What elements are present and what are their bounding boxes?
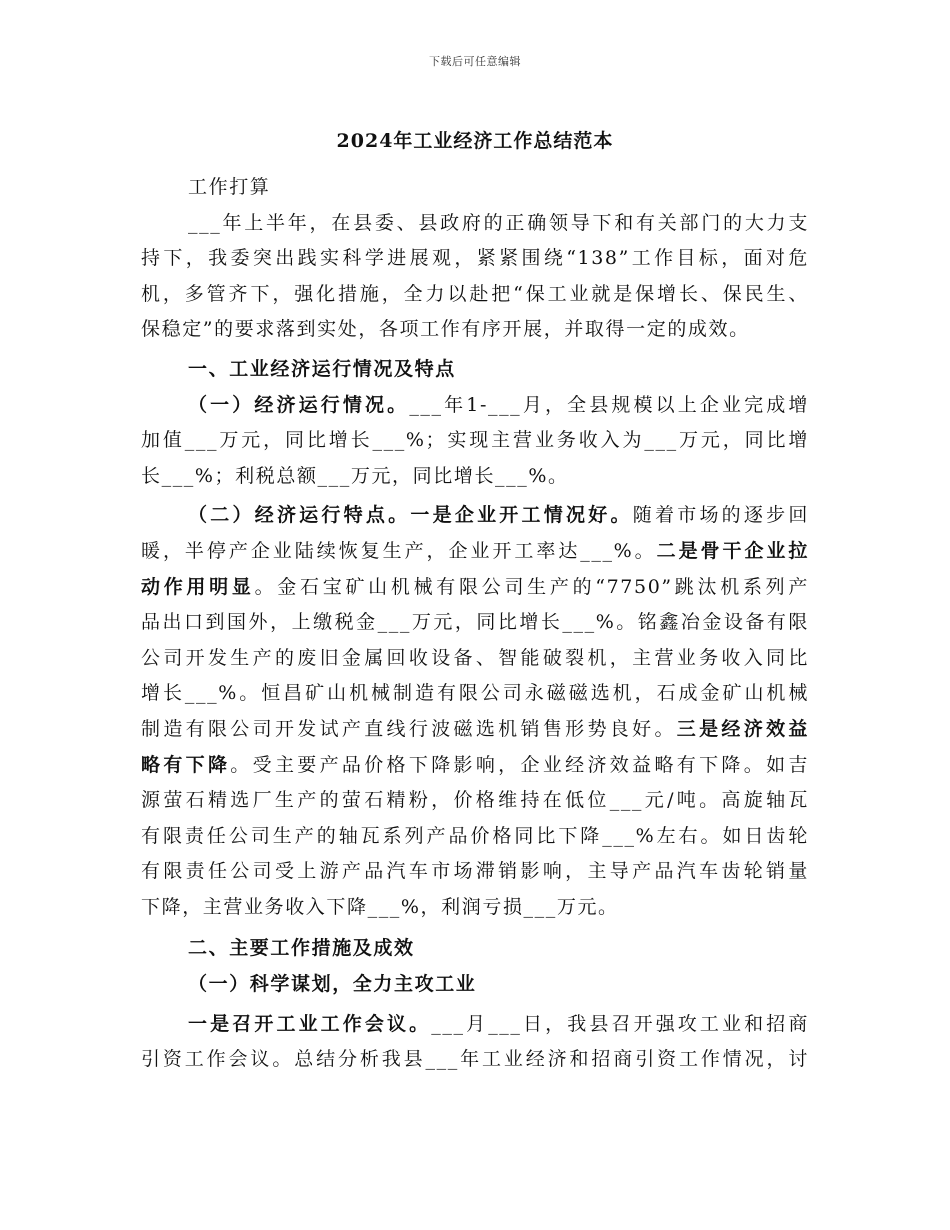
text-segment: 保稳定”的要求落到实处，各项工作有序开展，并取得一定的成效。 <box>141 318 750 341</box>
paragraph-line <box>141 498 809 534</box>
text-segment: 工作打算 <box>188 176 271 198</box>
paragraph-line <box>141 890 809 926</box>
paragraph-line <box>141 1007 809 1043</box>
text-segment: 有限责任公司生产的轴瓦系列产品价格同比下降___%左右。如日齿轮 <box>141 824 809 847</box>
paragraph-line <box>141 170 809 206</box>
text-segment: 加值___万元，同比增长___%；实现主营业务收入为___万元，同比增 <box>141 429 809 452</box>
page-header: 下载后可任意编辑 <box>429 55 521 68</box>
text-segment: 增长___%。恒昌矿山机械制造有限公司永磁磁选机，石成金矿山机械 <box>141 682 809 705</box>
subsection-heading <box>141 967 809 1003</box>
text-segment: 公司开发生产的废旧金属回收设备、智能破裂机，主营业务收入同比 <box>141 646 809 669</box>
paragraph-line <box>141 819 809 855</box>
paragraph-line <box>141 854 809 890</box>
document-title: 2024年工业经济工作总结范本 <box>336 130 614 152</box>
subheading: （二）经济运行特点。一是企业开工情况好。 <box>188 504 633 527</box>
paragraph-line <box>141 676 809 712</box>
document-body <box>141 170 809 1078</box>
text-segment: 持下，我委突出践实科学进展观，紧紧围绕“138”工作目标，面对危 <box>141 247 809 270</box>
paragraph-line <box>141 241 809 277</box>
paragraph-line <box>141 206 809 242</box>
text-segment: （一）科学谋划，全力主攻工业 <box>188 973 477 996</box>
paragraph-line <box>141 277 809 313</box>
text-segment: 品出口到国外，上缴税金___万元，同比增长___%。铭鑫冶金设备有限 <box>141 611 809 634</box>
emphasis-text: 动作用明显 <box>141 575 255 598</box>
section-heading <box>141 931 809 967</box>
subheading: （一）经济运行情况。 <box>188 393 410 416</box>
emphasis-text: 一是召开工业工作会议。 <box>188 1012 432 1035</box>
paragraph-line <box>141 534 809 570</box>
paragraph-line <box>141 605 809 641</box>
text-segment: 源萤石精选厂生产的萤石精粉，价格维持在低位___元/吨。高旋轴瓦 <box>141 789 809 812</box>
text-segment: 。受主要产品价格下降影响，企业经济效益略有下降。如吉 <box>230 753 809 776</box>
text-segment: 机，多管齐下，强化措施，全力以赴把“保工业就是保增长、保民生、 <box>141 282 809 305</box>
text-segment: 暖，半停产企业陆续恢复生产，企业开工率达___%。 <box>141 539 657 562</box>
paragraph-line <box>141 459 809 495</box>
text-segment: 制造有限公司开发试产直线行波磁选机销售形势良好。 <box>141 717 677 740</box>
text-segment: 。金石宝矿山机械有限公司生产的“7750”跳汰机系列产 <box>254 575 809 598</box>
text-segment: 下降，主营业务收入下降___%，利润亏损___万元。 <box>141 895 619 918</box>
text-segment: 引资工作会议。总结分析我县___年工业经济和招商引资工作情况，讨 <box>141 1048 809 1071</box>
text-segment: ___月___日，我县召开强攻工业和招商 <box>431 1012 809 1035</box>
paragraph-line <box>141 388 809 424</box>
emphasis-text: 二是骨干企业拉 <box>656 539 810 562</box>
text-segment: 一、工业经济运行情况及特点 <box>188 357 456 380</box>
paragraph-line <box>141 1042 809 1078</box>
paragraph-line <box>141 423 809 459</box>
paragraph-line <box>141 641 809 677</box>
section-heading <box>141 352 809 388</box>
text-segment: 长___%；利税总额___万元，同比增长___%。 <box>141 464 569 487</box>
paragraph-line <box>141 712 809 748</box>
paragraph-line <box>141 570 809 606</box>
text-segment: ___年上半年，在县委、县政府的正确领导下和有关部门的大力支 <box>188 211 809 234</box>
text-segment: 二、主要工作措施及成效 <box>188 937 415 960</box>
paragraph-line <box>141 312 809 348</box>
paragraph-line <box>141 783 809 819</box>
emphasis-text: 三是经济效益 <box>676 717 809 740</box>
emphasis-text: 略有下降 <box>141 753 231 776</box>
text-segment: 随着市场的逐步回 <box>632 504 809 527</box>
paragraph-line <box>141 748 809 784</box>
text-segment: ___年1-___月，全县规模以上企业完成增 <box>409 393 809 416</box>
text-segment: 有限责任公司受上游产品汽车市场滞销影响，主导产品汽车齿轮销量 <box>141 860 809 883</box>
